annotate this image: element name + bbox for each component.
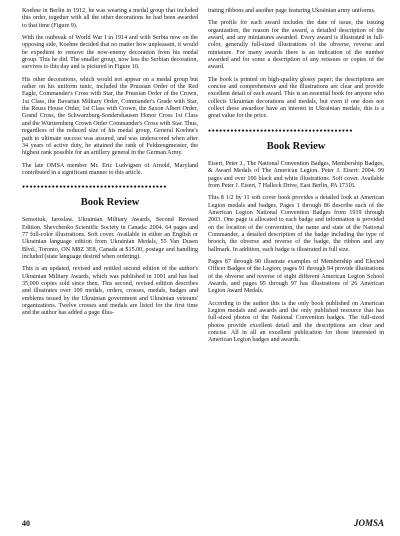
right-paragraph-5: This 8 1/2 by 11 soft cover book provides a detailed look at American Legion medals and badges. Pages 1 through 86 describe each of the American Legion National Convention Badges from 1919 through 2003. One page is allocated to each badge and information is provided on the location of the convention, the name and state of the National Commander, a detailed description of the badge including the type of brooch, the obverse and reverse of the badge, the ribbon and any hallmark. In addition, each badge is illustrated in full size.: [208, 195, 384, 253]
left-paragraph-5: Semotiuk, Iaroslaw. Ukrainian Military Awards, Second Revised Edition. Shevchenko Scientific Society in Canada: 2004. 64 pages and 77 full-color illustrations. Soft cover. Available in either an English or Ukrainian language edition from Ukrainian Medals, 55 Van Dusen Blvd., Toronto, ON M8Z 3E8, Canada at $15.00, postage and handling included (state language desired when ordering).: [22, 217, 198, 260]
section-divider: ●●●●●●●●●●●●●●●●●●●●●●●●●●●●●●●●●●●●●●●: [208, 128, 354, 134]
magazine-name: JOMSA: [353, 518, 384, 528]
right-paragraph-2: The profile for each award includes the date of issue, the issuing organization, the reason for the award, a detailed description of the award, and any miniatures awarded. Every award is illustrated in full-color, generally full-sized illustrations of the obverse, reverse and miniature. For many awards there is an indication of the number awarded and for some a description of any reissues or copies of the award.: [208, 20, 384, 71]
left-column: [22, 8, 198, 323]
left-paragraph-4: The late OMSA member Mr. Eric Ludvigsen of Arnold, Maryland contributed in a significant manner to this article.: [22, 162, 198, 176]
right-paragraph-7: According to the author this is the only book published on American Legion medals and awards and the only published resource that has full-sized photos of the National Convention badges. The full-sized photos provide excellent detail and the descriptions are clear and concise. All in all an excellent publication for those interested in American Legion badges and awards.: [208, 300, 384, 344]
section-divider: ●●●●●●●●●●●●●●●●●●●●●●●●●●●●●●●●●●●●●●●: [22, 185, 168, 191]
right-paragraph-4: Eisert, Peter J., The National Convention Badges, Membership Badges, & Award Medals of The American Legion. Peter J. Eisert: 2004. 99 pages and over 100 black and white illustrations. Soft cover. Available from Peter J. Eisert, 7 Halleck Drive, East Berlin, PA 17316.: [208, 160, 384, 189]
right-column: [208, 8, 384, 350]
section-heading: Book Review: [80, 197, 140, 209]
left-paragraph-2: With the outbreak of World War I in 1914 and with Serbia now on the opposing side, Koehne decided that no matter how unpleasant, it would be expedient to remove the now-enemy decoration from his medal group. This he did. The smaller group, now less the Serbian decoration, survives to this day and is pictured in Figure 10.: [22, 35, 198, 71]
right-paragraph-1: trating ribbons and another page featuring Ukrainian army uniforms.: [208, 8, 376, 14]
right-paragraph-3: The book is printed on high-quality glossy paper; the descriptions are concise and comprehensive and the illustrations are clear and provide excellent detail of each award. This is an essential book for anyone who collects Ukrainian decorations and medals, but even if one does not collect these awardsor have an interest in Ukrainian medals, this is a great value for the price.: [208, 76, 384, 120]
left-paragraph-1: Koehne in Berlin in 1912, he was wearing a medal group that included this order, together with all the other decorations he had been awarded to that time (Figure 9).: [22, 8, 198, 29]
right-paragraph-6: Pages 87 through 90 illustrate examples of Membership and Elected Officer Badges of the Legion; pages 91 through 94 provide illustrations of the obverse and reverse of eight different American Legion School Awards, and pages 95 through 97 has illustrations of 26 American Legion Award Medals.: [208, 258, 384, 295]
section-heading: Book Review: [266, 140, 326, 152]
left-paragraph-3: His other decorations, which would not appear on a medal group but rather on his uniform tunic, included the Prussian Order of the Red Eagle, Commander's Cross with Star, the Prussian Order of the Crown, 1st Class, the Bavarian Military Order, Commander's Grade with Star, the Reuss House Order, 1st Class with Crown, the Saxon Albert Order, Grand Cross, the Schwarzburg-Sondershausen Honor Cross 1st Class and the Württemberg Crown Order Commander's Cross with Star. Thus, regardless of the reduced size of his medal group, General Koehne's path to ultimate success was assured, and was underscored when after 34 years of active duty, he attained the rank of Feldzeugmeister, the highest rank possible for an artillery general in the German Army.: [22, 76, 198, 157]
left-paragraph-6: This is an updated, revised and retitled second edition of the author's Ukrainian Military Awards, which was published in 1991 and has had 35,000 copies sold since then. This second, revised edition describes and illustrates over 100 medals, orders, crosses, medals, badges and emblems issued by the Ukrainian government and Ukrainian veterans' organizations. Twelve crosses and medals are listed for the first time and the author has added a page illus-: [22, 266, 198, 317]
page-number: 40: [22, 519, 30, 528]
